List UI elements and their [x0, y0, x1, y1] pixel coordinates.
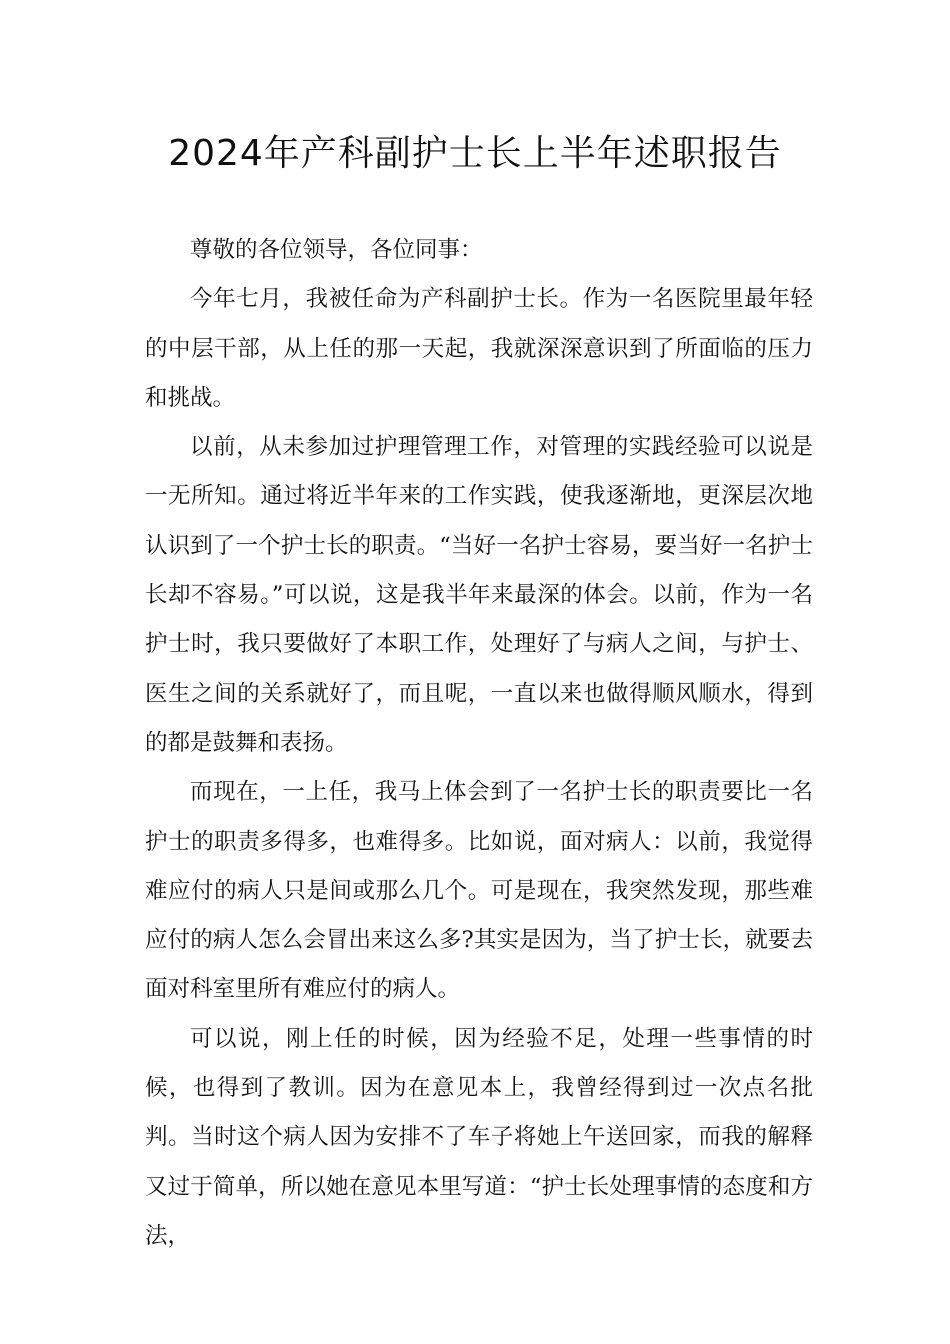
paragraph-experience: 以前，从未参加过护理管理工作，对管理的实践经验可以说是一无所知。通过将近半年来的工作实践，使我逐渐地，更深层次地认识到了一个护士长的职责。“当好一名护士容易，要当好一名护士长却不容易。”可以说，这是我半年来最深的体会。以前，作为一名护士时，我只要做好了本职工作，处理好了与病人之间，与护士、医生之间的关系就好了，而且呢，一直以来也做得顺风顺水，得到的都是鼓舞和表扬。	[145, 434, 813, 756]
paragraph-lesson: 可以说，刚上任的时候，因为经验不足，处理一些事情的时候，也得到了教训。因为在意见本上，我曾经得到过一次点名批判。当时这个病人因为安排不了车子将她上午送回家，而我的解释又过于简单，所以她在意见本里写道：“护士长处理事情的态度和方法，	[145, 1025, 813, 1249]
document-title: 2024年产科副护士长上半年述职报告	[168, 133, 782, 174]
document-body	[145, 226, 813, 1261]
paragraph-appointment: 今年七月，我被任命为产科副护士长。作为一名医院里最年轻的中层干部，从上任的那一天起，我就深深意识到了所面临的压力和挑战。	[145, 286, 813, 411]
paragraph-salutation: 尊敬的各位领导，各位同事：	[190, 237, 483, 263]
paragraph-responsibility: 而现在，一上任，我马上体会到了一名护士长的职责要比一名护士的职责多得多，也难得多。比如说，面对病人：以前，我觉得难应付的病人只是间或那么几个。可是现在，我突然发现，那些难应付的病人怎么会冒出来这么多?其实是因为，当了护士长，就要去面对科室里所有难应付的病人。	[145, 779, 813, 1003]
